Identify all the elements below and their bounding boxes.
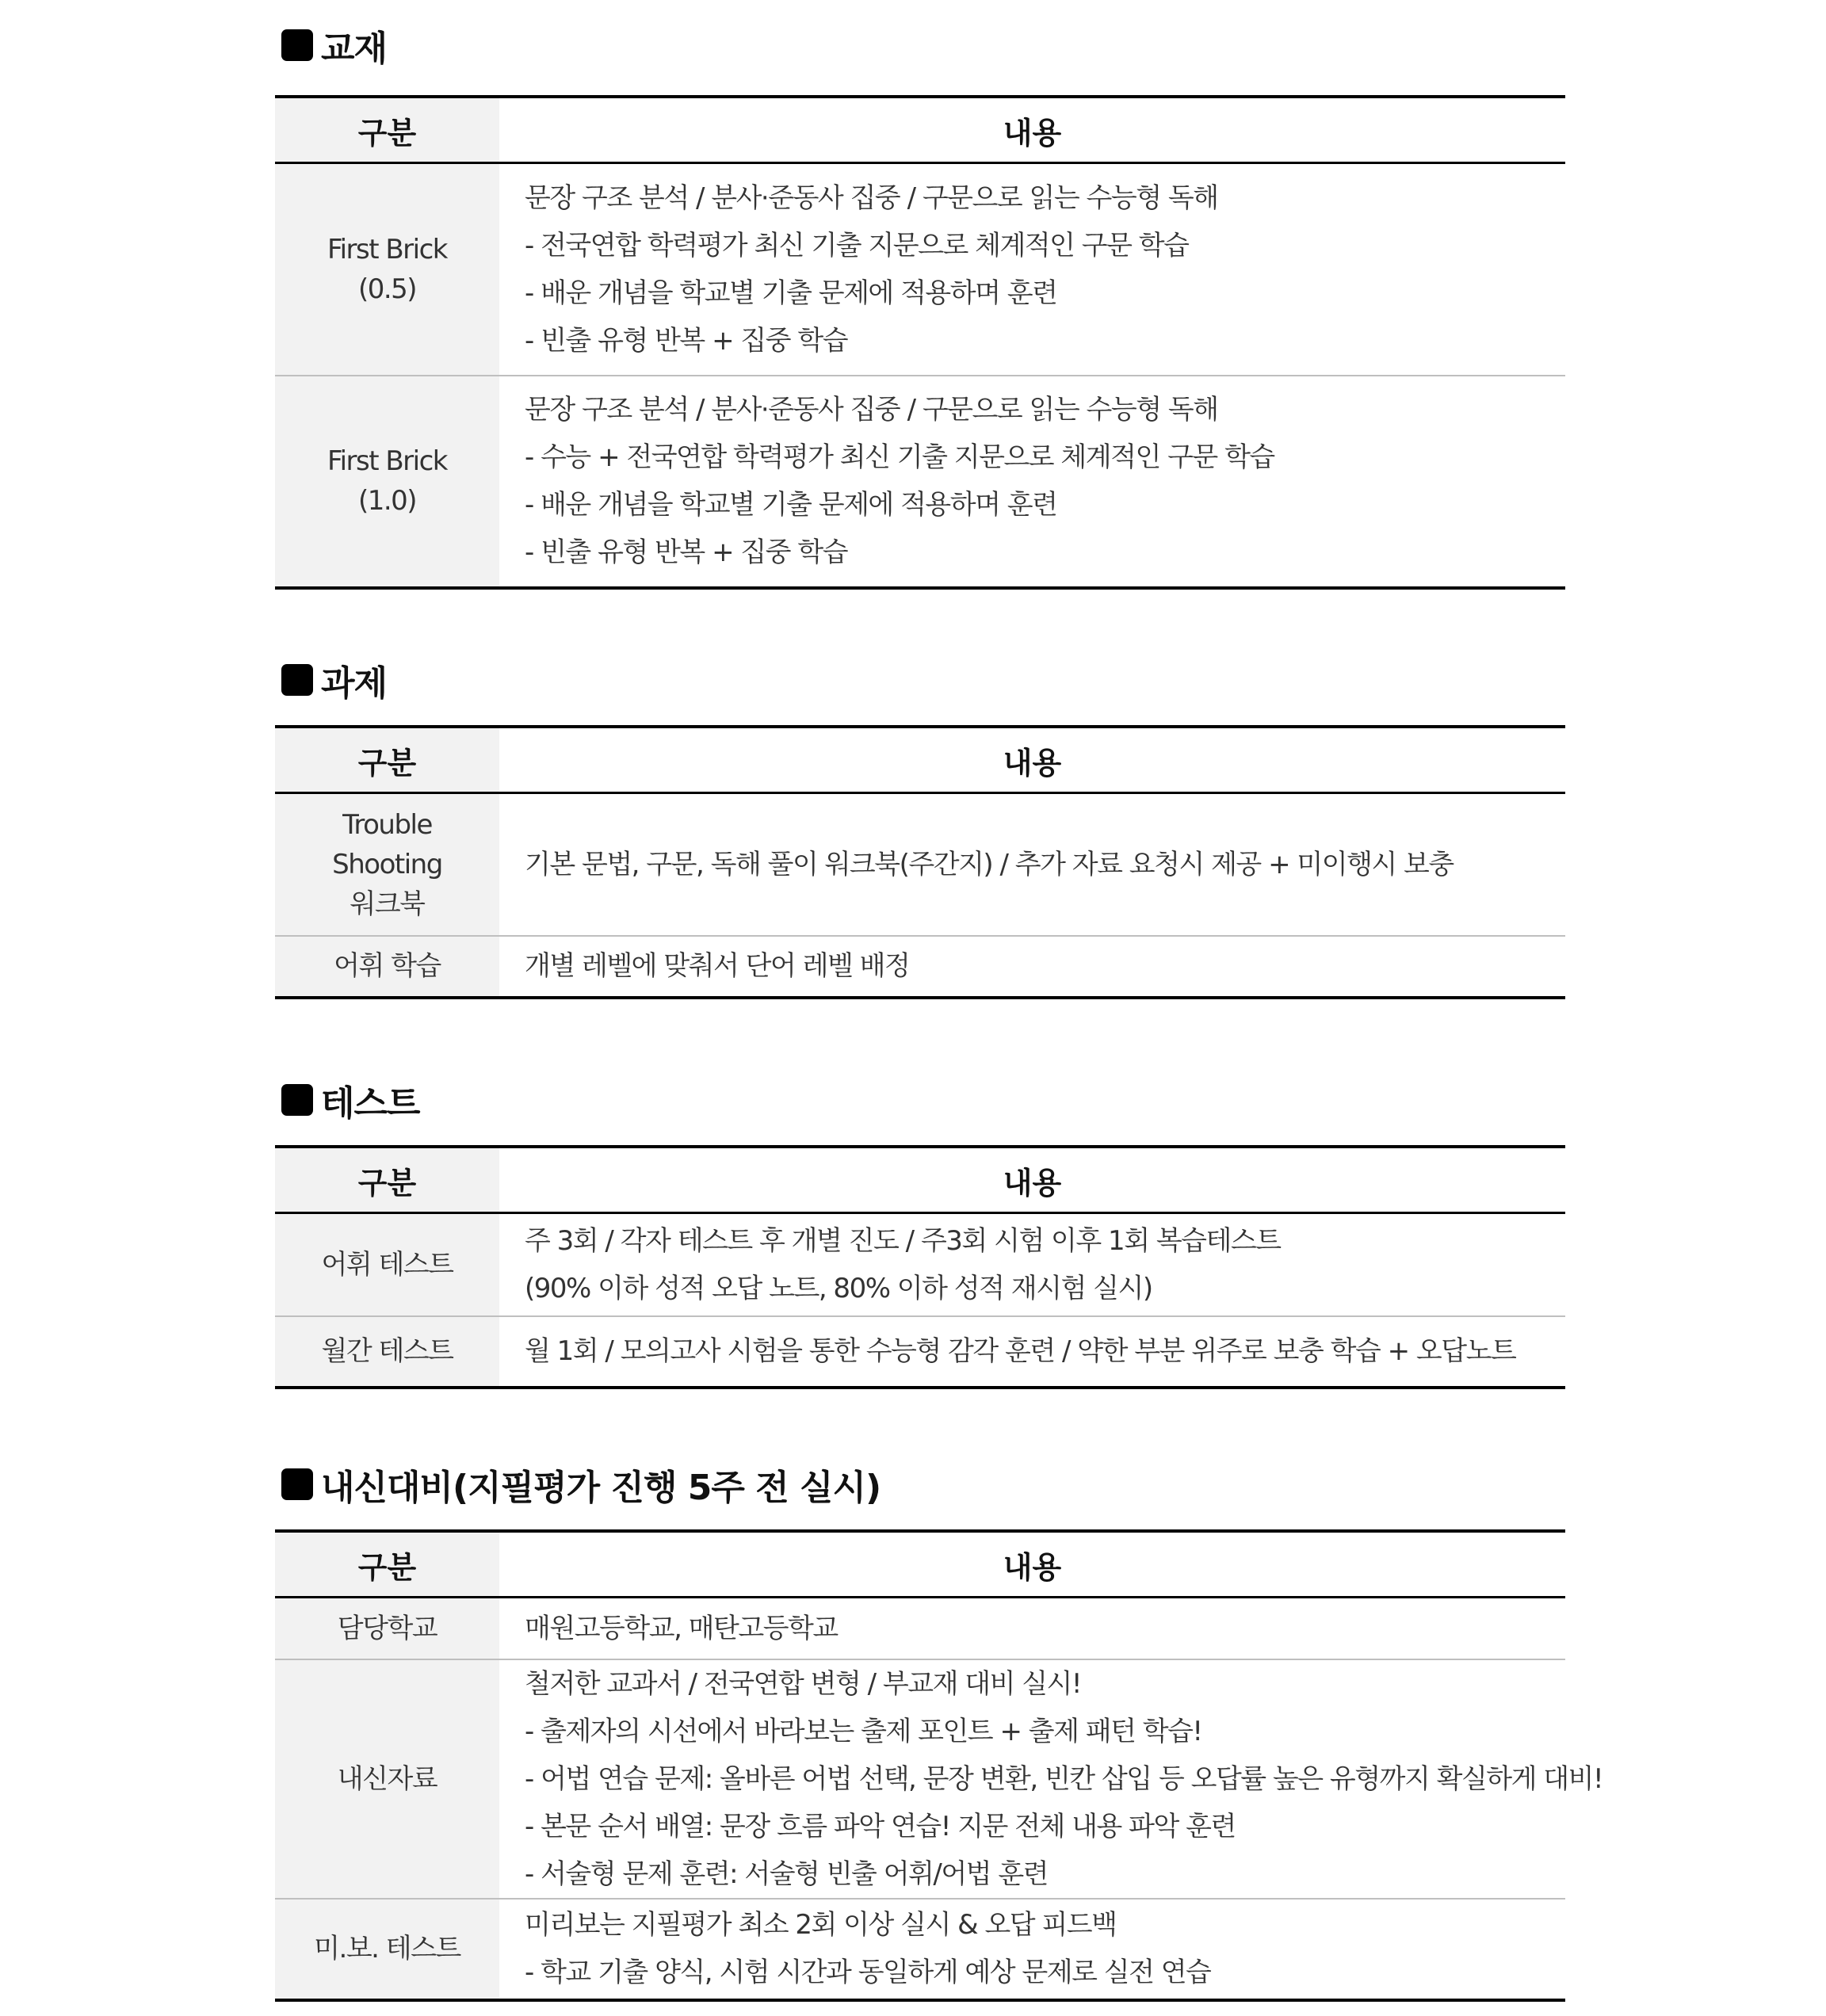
category-header: 구분 <box>275 1147 499 1213</box>
textbook-title-text: 교재 <box>321 29 388 69</box>
table-header-row <box>275 727 1565 793</box>
square-bullet-icon <box>281 1468 313 1500</box>
table-header-row <box>275 1147 1565 1213</box>
table-row <box>275 936 1565 998</box>
homework-title-text: 과제 <box>321 663 388 704</box>
row-label: 담당학교 <box>275 1598 499 1659</box>
category-header: 구분 <box>275 1531 499 1598</box>
row-content: 개별 레벨에 맞춰서 단어 레벨 배정 <box>499 936 1565 998</box>
textbook-table <box>275 95 1565 590</box>
row-content: 문장 구조 분석 / 분사·준동사 집중 / 구문으로 읽는 수능형 독해 - 전국연합 학력평가 최신 기출 지문으로 체계적인 구문 학습 - 배운 개념을 학교별 기출 문제에 적용하며 훈련 - 빈출 유형 반복 + 집중 학습 <box>525 181 1218 357</box>
category-header: 구분 <box>275 727 499 793</box>
row-content: 주 3회 / 각자 테스트 후 개별 진도 / 주3회 시험 이후 1회 복습테스트 (90% 이하 성적 오답 노트, 80% 이하 성적 재시험 실시) <box>525 1224 1281 1304</box>
exam-prep-title-text: 내신대비(지필평가 진행 5주 전 실시) <box>321 1468 881 1508</box>
table-row <box>275 1213 1565 1316</box>
table-row <box>275 1598 1565 1659</box>
row-label: 월간 테스트 <box>275 1316 499 1388</box>
exam-prep-section <box>275 1457 1603 2002</box>
row-label: 미.보. 테스트 <box>275 1899 499 2000</box>
row-content: 철저한 교과서 / 전국연합 변형 / 부교재 대비 실시! - 출제자의 시선에서 바라보는 출제 포인트 + 출제 패턴 학습! - 어법 연습 문제: 올바른 어법 선택, 문장 변환, 빈칸 삽입 등 오답률 높은 유형까지 확실하게 대비! - 본문 순서 배열: 문장 흐름 파악 연습! 지문 전체 내용 파악 훈련 - 서술형 문제 훈련: 서술형 빈출 어휘/어법 훈련 <box>499 1659 1565 1899</box>
content-header: 내용 <box>499 97 1565 163</box>
row-label: First Brick (1.0) <box>275 376 499 588</box>
homework-table <box>275 725 1565 999</box>
row-content: 월 1회 / 모의고사 시험을 통한 수능형 감각 훈련 / 약한 부분 위주로 보충 학습 + 오답노트 <box>499 1316 1565 1388</box>
table-row <box>275 163 1565 376</box>
textbook-section-title <box>275 17 1565 73</box>
row-content: 기본 문법, 구문, 독해 풀이 워크북(주간지) / 추가 자료 요청시 제공 + 미이행시 보충 <box>525 848 1454 880</box>
table-row <box>275 793 1565 936</box>
table-row <box>275 1899 1565 2000</box>
textbook-section <box>275 17 1565 590</box>
square-bullet-icon <box>281 29 313 61</box>
table-row <box>275 1316 1565 1388</box>
content-header: 내용 <box>499 1531 1565 1598</box>
homework-section-title <box>275 652 1565 708</box>
test-table <box>275 1145 1565 1389</box>
row-label: First Brick (0.5) <box>275 163 499 376</box>
row-label: Trouble Shooting 워크북 <box>275 793 499 936</box>
exam-prep-table <box>275 1529 1603 2002</box>
square-bullet-icon <box>281 664 313 696</box>
table-header-row <box>275 97 1565 163</box>
test-section <box>275 1072 1565 1389</box>
table-row <box>275 1659 1565 1899</box>
row-label: 어휘 테스트 <box>275 1213 499 1316</box>
row-content: 매원고등학교, 매탄고등학교 <box>525 1612 838 1644</box>
table-row <box>275 376 1565 588</box>
row-label: 어휘 학습 <box>275 936 499 998</box>
homework-section <box>275 652 1565 999</box>
content-header: 내용 <box>499 727 1565 793</box>
category-header: 구분 <box>275 97 499 163</box>
exam-prep-section-title <box>275 1457 1565 1512</box>
table-header-row <box>275 1531 1565 1598</box>
row-label: 내신자료 <box>275 1659 499 1899</box>
row-content: 미리보는 지필평가 최소 2회 이상 실시 & 오답 피드백 - 학교 기출 양식, 시험 시간과 동일하게 예상 문제로 실전 연습 <box>499 1899 1565 2000</box>
content-header: 내용 <box>499 1147 1565 1213</box>
test-title-text: 테스트 <box>321 1083 420 1124</box>
row-content: 문장 구조 분석 / 분사·준동사 집중 / 구문으로 읽는 수능형 독해 - 수능 + 전국연합 학력평가 최신 기출 지문으로 체계적인 구문 학습 - 배운 개념을 학교별 기출 문제에 적용하며 훈련 - 빈출 유형 반복 + 집중 학습 <box>499 376 1565 588</box>
square-bullet-icon <box>281 1084 313 1116</box>
test-section-title <box>275 1072 1565 1128</box>
